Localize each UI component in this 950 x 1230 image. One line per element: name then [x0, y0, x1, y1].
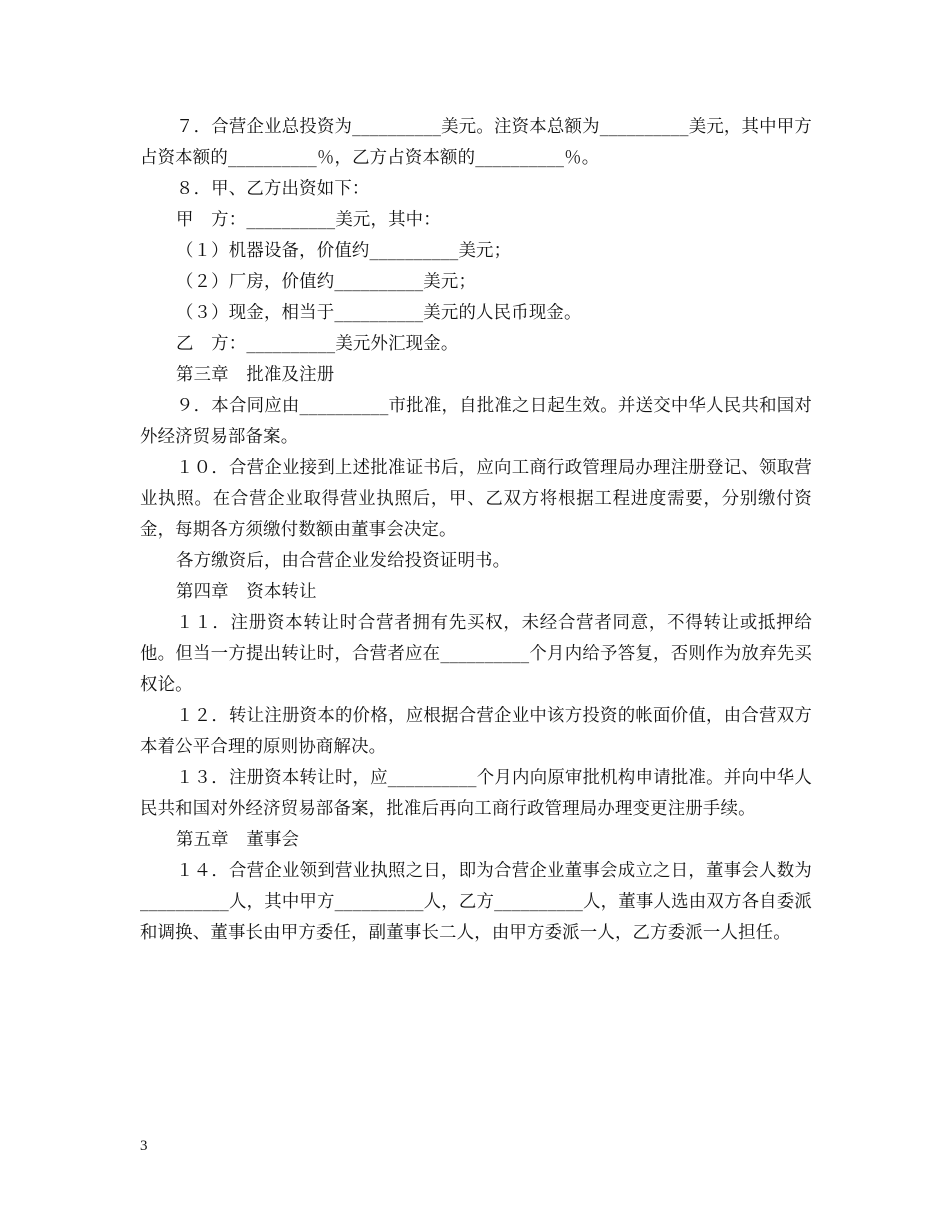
document-body — [140, 112, 812, 949]
investment-certificate-paragraph: 各方缴资后，由合营企业发给投资证明书。 — [176, 551, 511, 571]
clause-7: ７．合营企业总投资为__________美元。注资本总额为__________美元，其中甲方占资本额的__________％，乙方占资本额的__________％。 — [140, 117, 812, 168]
clause-8: ８．甲、乙方出资如下： — [176, 179, 370, 199]
contribution-item-3: （３）现金，相当于__________美元的人民币现金。 — [176, 303, 582, 323]
clause-10: １０．合营企业接到上述批准证书后，应向工商行政管理局办理注册登记、领取营业执照。在合营企业取得营业执照后，甲、乙双方将根据工程进度需要，分别缴付资金，每期各方须缴付数额由董事会决定。 — [140, 458, 812, 540]
clause-11: １１．注册资本转让时合营者拥有先买权，未经合营者同意，不得转让或抵押给他。但当一方提出转让时，合营者应在__________个月内给予答复，否则作为放弃先买权论。 — [140, 613, 812, 695]
clause-13: １３．注册资本转让时，应__________个月内向原审批机构申请批准。并向中华人民共和国对外经济贸易部备案，批准后再向工商行政管理局办理变更注册手续。 — [140, 768, 812, 819]
chapter-4-heading: 第四章 资本转让 — [176, 582, 317, 602]
page-number: 3 — [140, 1138, 148, 1154]
clause-14: １４．合营企业领到营业执照之日，即为合营企业董事会成立之日，董事会人数为__________人，其中甲方__________人，乙方__________人，董事人选由双方各自委派和调换、董事长由甲方委任，副董事长二人，由甲方委派一人，乙方委派一人担任。 — [140, 861, 812, 943]
clause-12: １２．转让注册资本的价格，应根据合营企业中该方投资的帐面价值，由合营双方本着公平合理的原则协商解决。 — [140, 706, 812, 757]
chapter-3-heading: 第三章 批准及注册 — [176, 365, 335, 385]
clause-9: ９．本合同应由__________市批准，自批准之日起生效。并送交中华人民共和国对外经济贸易部备案。 — [140, 396, 812, 447]
contribution-item-1: （１）机器设备，价值约__________美元； — [176, 241, 512, 261]
party-a-contribution: 甲 方：__________美元，其中： — [176, 210, 441, 230]
chapter-5-heading: 第五章 董事会 — [176, 830, 300, 850]
contribution-item-2: （２）厂房，价值约__________美元； — [176, 272, 477, 292]
party-b-contribution: 乙 方：__________美元外汇现金。 — [176, 334, 459, 354]
